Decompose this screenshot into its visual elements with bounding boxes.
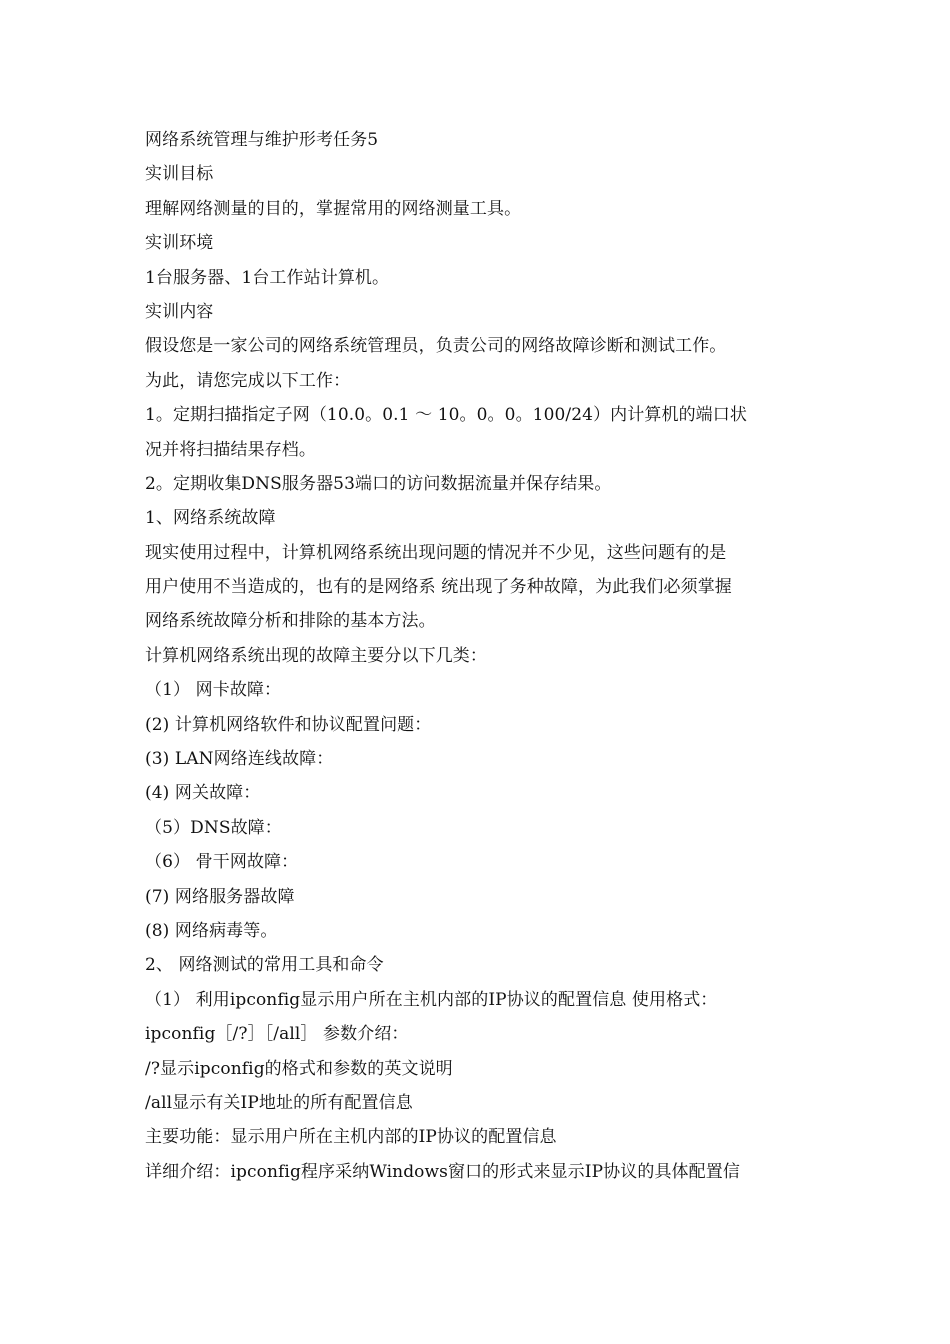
paragraph-line: （1） 利用ipconfig显示用户所在主机内部的IP协议的配置信息 使用格式： bbox=[145, 989, 718, 1010]
paragraph-line: 现实使用过程中，计算机网络系统出现问题的情况并不少见，这些问题有的是 bbox=[145, 542, 727, 563]
paragraph-line: 网络系统故障分析和排除的基本方法。 bbox=[145, 611, 436, 632]
list-item: （6） 骨干网故障： bbox=[145, 852, 299, 873]
document-body bbox=[145, 123, 810, 1189]
section-heading-environment: 实训环境 bbox=[145, 233, 214, 254]
paragraph-line: 计算机网络系统出现的故障主要分以下几类： bbox=[145, 645, 487, 666]
paragraph-line: 为此，请您完成以下工作： bbox=[145, 370, 351, 391]
paragraph-line: 1。定期扫描指定子网（10.0。0.1 ～ 10。0。0。100/24）内计算机的端口状 bbox=[145, 405, 747, 426]
paragraph-line: /all显示有关IP地址的所有配置信息 bbox=[145, 1092, 413, 1113]
section-heading-faults: 1、网络系统故障 bbox=[145, 508, 276, 529]
section-heading-content: 实训内容 bbox=[145, 301, 214, 322]
document-title: 网络系统管理与维护形考任务5 bbox=[145, 130, 379, 150]
list-item: (8) 网络病毒等。 bbox=[145, 920, 278, 941]
paragraph-line: 主要功能：显示用户所在主机内部的IP协议的配置信息 bbox=[145, 1127, 557, 1148]
paragraph-line: 2。定期收集DNS服务器53端口的访问数据流量并保存结果。 bbox=[145, 473, 612, 494]
list-item: (7) 网络服务器故障 bbox=[145, 886, 295, 907]
section-heading-objective: 实训目标 bbox=[145, 164, 214, 185]
paragraph-line: /?显示ipconfig的格式和参数的英文说明 bbox=[145, 1058, 453, 1079]
section-heading-tools: 2、 网络测试的常用工具和命令 bbox=[145, 955, 384, 976]
paragraph-line: 1台服务器、1台工作站计算机。 bbox=[145, 267, 390, 288]
paragraph-line: 假设您是一家公司的网络系统管理员，负责公司的网络故障诊断和测试工作。 bbox=[145, 336, 727, 357]
paragraph-line: 况并将扫描结果存档。 bbox=[145, 439, 316, 460]
list-item: （1） 网卡故障： bbox=[145, 680, 282, 701]
list-item: (2) 计算机网络软件和协议配置问题： bbox=[145, 714, 432, 735]
list-item: （5）DNS故障： bbox=[145, 817, 282, 838]
paragraph-line: 用户使用不当造成的，也有的是网络系 统出现了务种故障，为此我们必须掌握 bbox=[145, 577, 732, 598]
list-item: (4) 网关故障： bbox=[145, 783, 261, 804]
paragraph-line: ipconfig［/?］［/all］ 参数介绍： bbox=[145, 1024, 409, 1045]
paragraph-line: 理解网络测量的目的，掌握常用的网络测量工具。 bbox=[145, 198, 522, 219]
list-item: (3) LAN网络连线故障： bbox=[145, 749, 334, 770]
paragraph-line: 详细介绍：ipconfig程序采纳Windows窗口的形式来显示IP协议的具体配置信 bbox=[145, 1161, 740, 1182]
